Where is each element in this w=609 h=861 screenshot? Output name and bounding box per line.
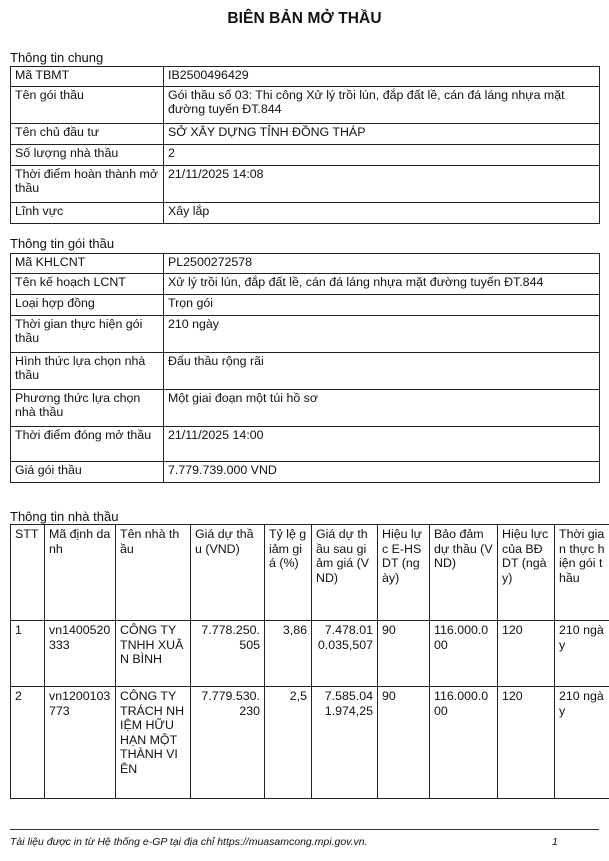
row-label: Thời điểm hoàn thành mở thầu bbox=[11, 166, 164, 203]
table-row bbox=[11, 274, 600, 295]
table-row bbox=[11, 124, 600, 145]
cell-stt: 1 bbox=[11, 621, 45, 687]
table-row bbox=[11, 353, 600, 390]
cell-duration: 210 ngày bbox=[555, 687, 609, 799]
table-row bbox=[11, 462, 600, 483]
cell-stt: 2 bbox=[11, 687, 45, 799]
table-row bbox=[11, 203, 600, 224]
row-value: 21/11/2025 14:00 bbox=[164, 427, 600, 462]
cell-id: vn1200103773 bbox=[45, 687, 116, 799]
row-label: Giá gói thầu bbox=[11, 462, 164, 483]
cell-bid-price: 7.778.250.505 bbox=[191, 621, 265, 687]
table-row bbox=[11, 427, 600, 462]
footer-source-note: Tài liệu được in từ Hệ thống e-GP tại địa chỉ https://muasamcong.mpi.gov.vn. bbox=[10, 836, 368, 848]
row-value: PL2500272578 bbox=[164, 254, 600, 274]
cell-price-after-discount: 7.478.010.035,507 bbox=[312, 621, 378, 687]
row-label: Mã KHLCNT bbox=[11, 254, 164, 274]
package-info-table bbox=[10, 253, 600, 483]
column-header: Tỷ lệ giảm giá (%) bbox=[265, 525, 312, 621]
column-header: Hiệu lực của BĐ DT (ngày) bbox=[498, 525, 555, 621]
cell-price-after-discount: 7.585.041.974,25 bbox=[312, 687, 378, 799]
page-number: 1 bbox=[552, 836, 558, 848]
column-header: STT bbox=[11, 525, 45, 621]
column-header: Giá dự thầu sau giảm giá (VND) bbox=[312, 525, 378, 621]
row-value: Xử lý trồi lún, đắp đất lề, cán đá láng nhựa mặt đường tuyến ĐT.844 bbox=[164, 274, 600, 295]
row-label: Tên chủ đầu tư bbox=[11, 124, 164, 145]
row-label: Số lượng nhà thầu bbox=[11, 145, 164, 166]
row-value: Xây lắp bbox=[164, 203, 600, 224]
table-row bbox=[11, 145, 600, 166]
column-header: Mã định danh bbox=[45, 525, 116, 621]
column-header: Hiệu lực E-HSDT (ngày) bbox=[378, 525, 430, 621]
column-header: Giá dự thầu (VND) bbox=[191, 525, 265, 621]
table-row bbox=[11, 316, 600, 353]
row-value: 210 ngày bbox=[164, 316, 600, 353]
row-label: Thời gian thực hiện gói thầu bbox=[11, 316, 164, 353]
bidders-heading: Thông tin nhà thầu bbox=[10, 509, 119, 524]
table-row bbox=[11, 254, 600, 274]
table-row bbox=[11, 687, 609, 799]
cell-id: vn1400520333 bbox=[45, 621, 116, 687]
bidders-table bbox=[10, 524, 609, 799]
row-value: Trọn gói bbox=[164, 295, 600, 316]
cell-duration: 210 ngày bbox=[555, 621, 609, 687]
general-info-heading: Thông tin chung bbox=[10, 50, 104, 65]
table-row bbox=[11, 87, 600, 124]
table-row bbox=[11, 621, 609, 687]
table-row bbox=[11, 295, 600, 316]
cell-name: CÔNG TY TRÁCH NHIỆM HỮU HẠN MỘT THÀNH VIÊN bbox=[116, 687, 191, 799]
cell-name: CÔNG TY TNHH XUÂN BÌNH bbox=[116, 621, 191, 687]
cell-guarantee-validity: 120 bbox=[498, 687, 555, 799]
column-header: Tên nhà thầu bbox=[116, 525, 191, 621]
row-label: Lĩnh vực bbox=[11, 203, 164, 224]
column-header: Thời gian thực hiện gói thầu bbox=[555, 525, 609, 621]
cell-bid-price: 7.779.530.230 bbox=[191, 687, 265, 799]
row-value: IB2500496429 bbox=[164, 67, 600, 87]
footer-divider bbox=[10, 829, 599, 830]
column-header: Bảo đảm dự thầu (VND) bbox=[430, 525, 498, 621]
row-value: 21/11/2025 14:08 bbox=[164, 166, 600, 203]
cell-validity: 90 bbox=[378, 687, 430, 799]
table-header-row bbox=[11, 525, 609, 621]
cell-validity: 90 bbox=[378, 621, 430, 687]
cell-discount: 2,5 bbox=[265, 687, 312, 799]
row-value: Một giai đoạn một túi hồ sơ bbox=[164, 390, 600, 427]
row-label: Phương thức lựa chọn nhà thầu bbox=[11, 390, 164, 427]
row-value: 7.779.739.000 VND bbox=[164, 462, 600, 483]
row-label: Mã TBMT bbox=[11, 67, 164, 87]
row-value: SỞ XÂY DỰNG TỈNH ĐỒNG THÁP bbox=[164, 124, 600, 145]
row-label: Loại hợp đồng bbox=[11, 295, 164, 316]
table-row bbox=[11, 390, 600, 427]
general-info-table bbox=[10, 66, 600, 224]
row-label: Thời điểm đóng mở thầu bbox=[11, 427, 164, 462]
cell-guarantee-validity: 120 bbox=[498, 621, 555, 687]
row-label: Tên gói thầu bbox=[11, 87, 164, 124]
row-value: 2 bbox=[164, 145, 600, 166]
cell-guarantee: 116.000.000 bbox=[430, 621, 498, 687]
table-row bbox=[11, 67, 600, 87]
cell-guarantee: 116.000.000 bbox=[430, 687, 498, 799]
table-row bbox=[11, 166, 600, 203]
page-title: BIÊN BẢN MỞ THẦU bbox=[227, 10, 382, 27]
package-info-heading: Thông tin gói thầu bbox=[10, 236, 115, 251]
cell-discount: 3,86 bbox=[265, 621, 312, 687]
row-label: Tên kế hoạch LCNT bbox=[11, 274, 164, 295]
row-value: Gói thầu số 03: Thi công Xử lý trồi lún, đắp đất lề, cán đá láng nhựa mặt đường tuyến ĐT.844 bbox=[164, 87, 600, 124]
row-label: Hình thức lựa chọn nhà thầu bbox=[11, 353, 164, 390]
row-value: Đấu thầu rộng rãi bbox=[164, 353, 600, 390]
